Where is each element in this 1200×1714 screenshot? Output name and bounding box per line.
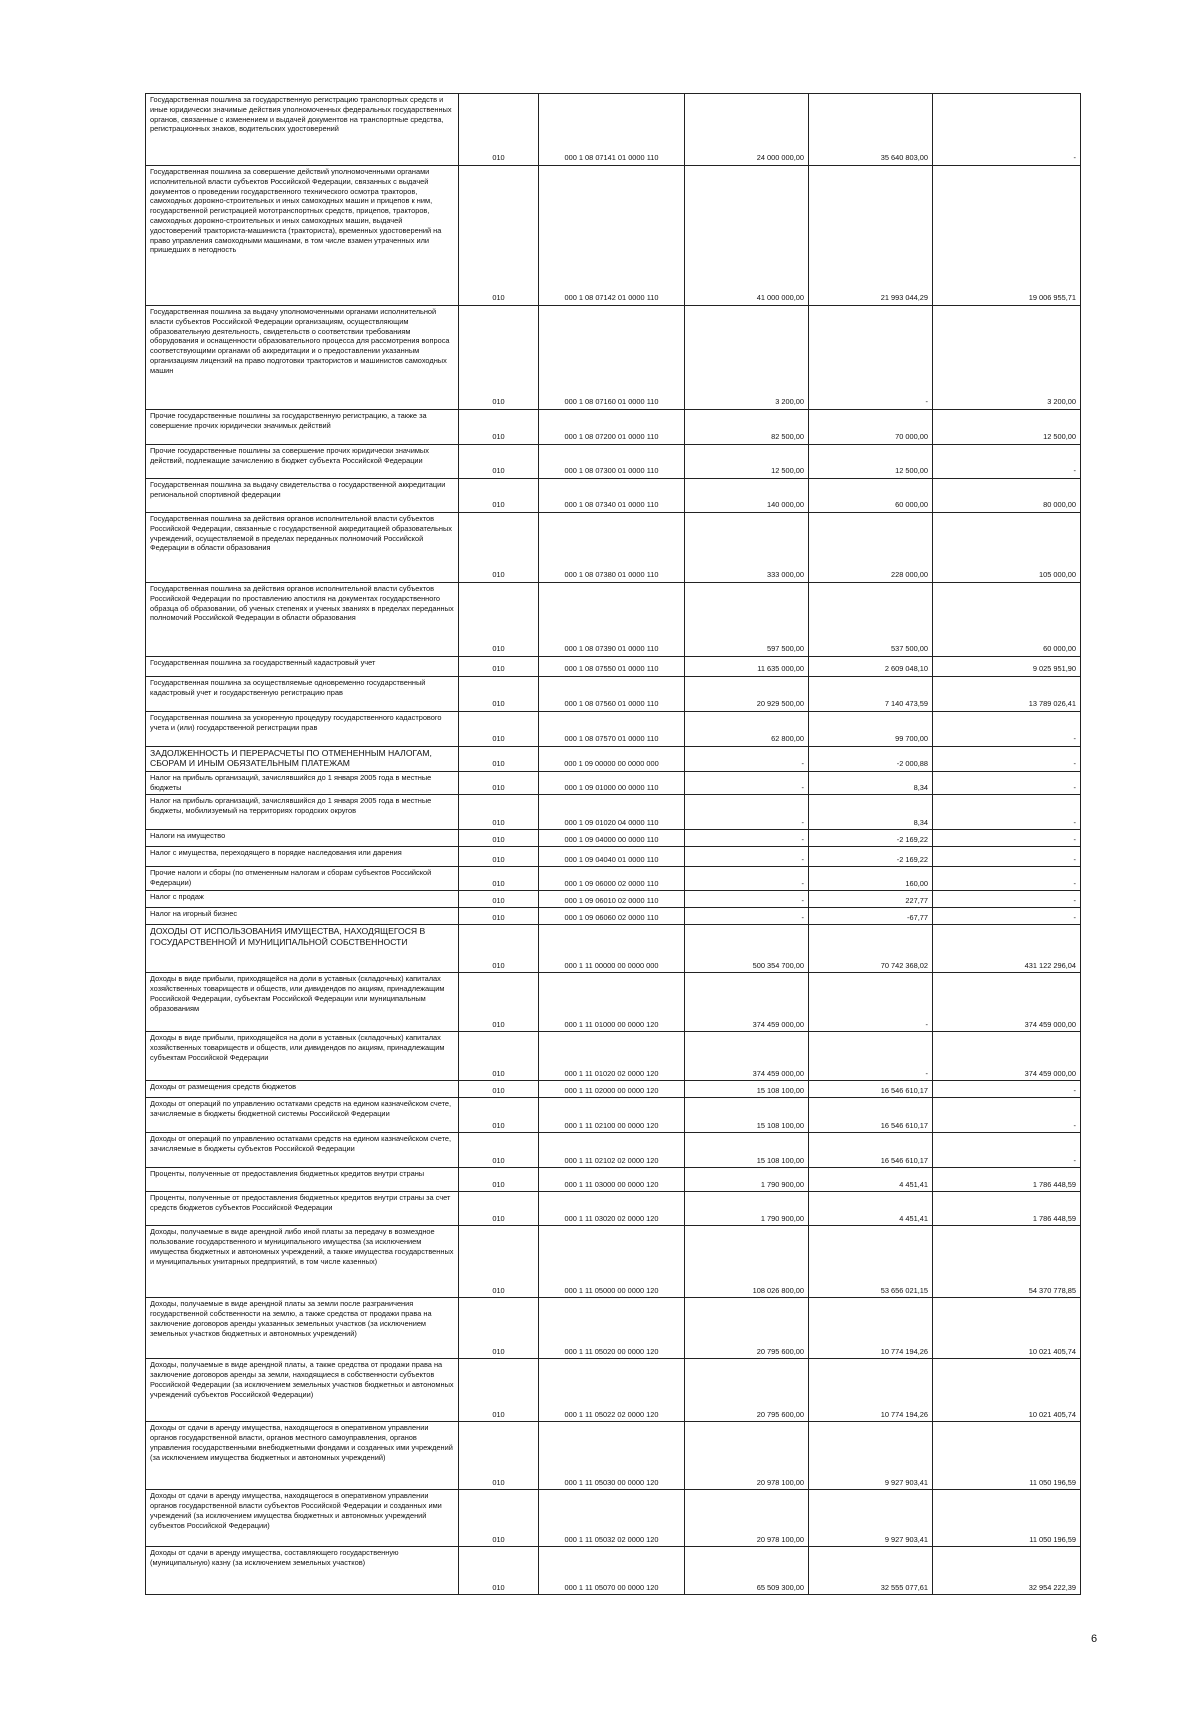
- row-executed-amount: 228 000,00: [809, 513, 933, 583]
- row-unexecuted-amount: 12 500,00: [933, 410, 1081, 445]
- row-planned-amount: -: [685, 795, 809, 830]
- row-unexecuted-amount: 3 200,00: [933, 306, 1081, 410]
- row-planned-amount: 15 108 100,00: [685, 1098, 809, 1133]
- table-row: [146, 830, 1081, 847]
- row-unexecuted-amount: -: [933, 795, 1081, 830]
- row-executed-amount: 16 546 610,17: [809, 1098, 933, 1133]
- row-name: Государственная пошлина за действия органов исполнительной власти субъектов Российской Федерации, связанные с государственной аккредитацией образовательных учреждений, осуществляемой в пределах переданных полномочий Российской Федерации в области образования: [146, 513, 459, 583]
- row-budget-code: 000 1 09 04040 01 0000 110: [539, 847, 685, 867]
- row-planned-amount: -: [685, 847, 809, 867]
- row-line-code: 010: [459, 1422, 539, 1490]
- table-row: [146, 747, 1081, 772]
- table-row: [146, 166, 1081, 306]
- row-executed-amount: 7 140 473,59: [809, 677, 933, 712]
- row-name: Прочие налоги и сборы (по отмененным налогам и сборам субъектов Российской Федерации): [146, 867, 459, 891]
- row-budget-code: 000 1 08 07141 01 0000 110: [539, 94, 685, 166]
- table-row: [146, 1359, 1081, 1422]
- row-budget-code: 000 1 11 01020 02 0000 120: [539, 1032, 685, 1081]
- row-line-code: 010: [459, 583, 539, 657]
- page-number: 6: [1091, 1633, 1098, 1645]
- row-planned-amount: -: [685, 891, 809, 908]
- row-line-code: 010: [459, 1032, 539, 1081]
- row-budget-code: 000 1 08 07560 01 0000 110: [539, 677, 685, 712]
- table-row: [146, 410, 1081, 445]
- row-planned-amount: 374 459 000,00: [685, 973, 809, 1032]
- row-executed-amount: 2 609 048,10: [809, 657, 933, 677]
- row-planned-amount: 20 929 500,00: [685, 677, 809, 712]
- row-planned-amount: 12 500,00: [685, 445, 809, 479]
- row-executed-amount: 9 927 903,41: [809, 1422, 933, 1490]
- row-name: Доходы в виде прибыли, приходящейся на доли в уставных (складочных) капиталах хозяйственных товариществ и обществ, или дивидендов по акциям, принадлежащим субъектам Российской Федерации: [146, 1032, 459, 1081]
- row-unexecuted-amount: 19 006 955,71: [933, 166, 1081, 306]
- row-line-code: 010: [459, 847, 539, 867]
- row-executed-amount: 21 993 044,29: [809, 166, 933, 306]
- row-executed-amount: -: [809, 306, 933, 410]
- table-row: [146, 94, 1081, 166]
- row-budget-code: 000 1 11 05022 02 0000 120: [539, 1359, 685, 1422]
- table-row: [146, 1192, 1081, 1226]
- row-planned-amount: 20 795 600,00: [685, 1298, 809, 1359]
- row-budget-code: 000 1 09 01020 04 0000 110: [539, 795, 685, 830]
- row-unexecuted-amount: -: [933, 747, 1081, 772]
- table-row: [146, 973, 1081, 1032]
- row-name: Налог с имущества, переходящего в порядке наследования или дарения: [146, 847, 459, 867]
- row-line-code: 010: [459, 973, 539, 1032]
- row-planned-amount: -: [685, 771, 809, 795]
- table-row: [146, 513, 1081, 583]
- row-name: ЗАДОЛЖЕННОСТЬ И ПЕРЕРАСЧЕТЫ ПО ОТМЕНЕННЫМ НАЛОГАМ, СБОРАМ И ИНЫМ ОБЯЗАТЕЛЬНЫМ ПЛАТЕЖАМ: [146, 747, 459, 772]
- row-executed-amount: 160,00: [809, 867, 933, 891]
- row-name: Налог с продаж: [146, 891, 459, 908]
- row-unexecuted-amount: 60 000,00: [933, 583, 1081, 657]
- row-unexecuted-amount: -: [933, 867, 1081, 891]
- row-planned-amount: 24 000 000,00: [685, 94, 809, 166]
- row-executed-amount: 10 774 194,26: [809, 1298, 933, 1359]
- row-executed-amount: 70 742 368,02: [809, 925, 933, 973]
- row-name: ДОХОДЫ ОТ ИСПОЛЬЗОВАНИЯ ИМУЩЕСТВА, НАХОДЯЩЕГОСЯ В ГОСУДАРСТВЕННОЙ И МУНИЦИПАЛЬНОЙ СОБСТВЕННОСТИ: [146, 925, 459, 973]
- table-row: [146, 1081, 1081, 1098]
- row-executed-amount: 16 546 610,17: [809, 1133, 933, 1168]
- row-planned-amount: -: [685, 867, 809, 891]
- row-name: Доходы от сдачи в аренду имущества, составляющего государственную (муниципальную) казну (за исключением земельных участков): [146, 1547, 459, 1595]
- table-row: [146, 795, 1081, 830]
- table-row: [146, 677, 1081, 712]
- row-line-code: 010: [459, 410, 539, 445]
- row-unexecuted-amount: -: [933, 771, 1081, 795]
- row-name: Прочие государственные пошлины за совершение прочих юридически значимых действий, подлежащие зачислению в бюджет субъекта Российской Федерации: [146, 445, 459, 479]
- row-executed-amount: -67,77: [809, 908, 933, 925]
- row-name: Доходы от сдачи в аренду имущества, находящегося в оперативном управлении органов государственной власти субъектов Российской Федерации и созданных ими учреждений (за исключением имущества бюджетных и автономных учреждений субъектов Российской Федерации): [146, 1490, 459, 1547]
- row-unexecuted-amount: 1 786 448,59: [933, 1168, 1081, 1192]
- row-executed-amount: -2 169,22: [809, 847, 933, 867]
- row-budget-code: 000 1 08 07142 01 0000 110: [539, 166, 685, 306]
- table-row: [146, 1490, 1081, 1547]
- row-executed-amount: -2 169,22: [809, 830, 933, 847]
- row-planned-amount: 15 108 100,00: [685, 1133, 809, 1168]
- row-budget-code: 000 1 08 07200 01 0000 110: [539, 410, 685, 445]
- row-line-code: 010: [459, 166, 539, 306]
- row-line-code: 010: [459, 1133, 539, 1168]
- row-planned-amount: 1 790 900,00: [685, 1168, 809, 1192]
- row-name: Государственная пошлина за выдачу уполномоченными органами исполнительной власти субъектов Российской Федерации организациям, осуществляющим образовательную деятельность, свидетельств о соответствии требованиям оборудования и оснащенности образовательного процесса для рассмотрения вопроса соответствующими органами об аккредитации и о предоставлении указанным организациям лицензий на право подготовки трактористов и машинистов самоходных машин: [146, 306, 459, 410]
- row-unexecuted-amount: 54 370 778,85: [933, 1226, 1081, 1298]
- row-executed-amount: 537 500,00: [809, 583, 933, 657]
- table-row: [146, 1422, 1081, 1490]
- row-name: Налог на игорный бизнес: [146, 908, 459, 925]
- table-row: [146, 306, 1081, 410]
- row-unexecuted-amount: 1 786 448,59: [933, 1192, 1081, 1226]
- table-row: [146, 1133, 1081, 1168]
- row-name: Доходы, получаемые в виде арендной платы за земли после разграничения государственной собственности на землю, а также средства от продажи права на заключение договоров аренды указанных земельных участков (за исключением земельных участков бюджетных и автономных учреждений): [146, 1298, 459, 1359]
- row-budget-code: 000 1 08 07340 01 0000 110: [539, 479, 685, 513]
- row-budget-code: 000 1 11 03000 00 0000 120: [539, 1168, 685, 1192]
- row-name: Доходы от размещения средств бюджетов: [146, 1081, 459, 1098]
- row-name: Налоги на имущество: [146, 830, 459, 847]
- row-unexecuted-amount: -: [933, 908, 1081, 925]
- row-planned-amount: 82 500,00: [685, 410, 809, 445]
- row-executed-amount: 4 451,41: [809, 1168, 933, 1192]
- row-budget-code: 000 1 08 07160 01 0000 110: [539, 306, 685, 410]
- row-executed-amount: -2 000,88: [809, 747, 933, 772]
- row-executed-amount: 4 451,41: [809, 1192, 933, 1226]
- row-planned-amount: -: [685, 747, 809, 772]
- row-executed-amount: 10 774 194,26: [809, 1359, 933, 1422]
- row-unexecuted-amount: 13 789 026,41: [933, 677, 1081, 712]
- row-line-code: 010: [459, 445, 539, 479]
- row-unexecuted-amount: 374 459 000,00: [933, 1032, 1081, 1081]
- row-budget-code: 000 1 08 07380 01 0000 110: [539, 513, 685, 583]
- row-unexecuted-amount: 431 122 296,04: [933, 925, 1081, 973]
- revenue-table: [145, 93, 1081, 1595]
- row-planned-amount: 140 000,00: [685, 479, 809, 513]
- row-line-code: 010: [459, 657, 539, 677]
- table-row: [146, 908, 1081, 925]
- row-budget-code: 000 1 11 02102 02 0000 120: [539, 1133, 685, 1168]
- row-line-code: 010: [459, 94, 539, 166]
- table-row: [146, 1298, 1081, 1359]
- row-name: Доходы в виде прибыли, приходящейся на доли в уставных (складочных) капиталах хозяйственных товариществ и обществ, или дивидендов по акциям, принадлежащим Российской Федерации, субъектам Российской Федерации или муниципальным образованиям: [146, 973, 459, 1032]
- row-name: Государственная пошлина за выдачу свидетельства о государственной аккредитации региональной спортивной федерации: [146, 479, 459, 513]
- row-budget-code: 000 1 09 06060 02 0000 110: [539, 908, 685, 925]
- row-name: Доходы от сдачи в аренду имущества, находящегося в оперативном управлении органов государственной власти, органов местного самоуправления, органов управления государственными внебюджетными фондами и созданных ими учреждений (за исключением имущества бюджетных и автономных учреждений): [146, 1422, 459, 1490]
- row-budget-code: 000 1 11 05020 00 0000 120: [539, 1298, 685, 1359]
- row-line-code: 010: [459, 1359, 539, 1422]
- table-row: [146, 925, 1081, 973]
- row-line-code: 010: [459, 908, 539, 925]
- row-name: Доходы, получаемые в виде арендной либо иной платы за передачу в возмездное пользование государственного и муниципального имущества (за исключением имущества бюджетных и автономных учреждений, а также имущества государственных и муниципальных унитарных предприятий, в том числе казенных): [146, 1226, 459, 1298]
- row-name: Налог на прибыль организаций, зачислявшийся до 1 января 2005 года в местные бюджеты: [146, 771, 459, 795]
- row-unexecuted-amount: 105 000,00: [933, 513, 1081, 583]
- row-name: Проценты, полученные от предоставления бюджетных кредитов внутри страны за счет средств бюджетов субъектов Российской Федерации: [146, 1192, 459, 1226]
- row-planned-amount: 41 000 000,00: [685, 166, 809, 306]
- row-planned-amount: 62 800,00: [685, 712, 809, 747]
- row-line-code: 010: [459, 712, 539, 747]
- row-line-code: 010: [459, 1298, 539, 1359]
- row-planned-amount: 374 459 000,00: [685, 1032, 809, 1081]
- row-budget-code: 000 1 08 07300 01 0000 110: [539, 445, 685, 479]
- table-row: [146, 847, 1081, 867]
- row-executed-amount: 227,77: [809, 891, 933, 908]
- table-row: [146, 1226, 1081, 1298]
- row-unexecuted-amount: 32 954 222,39: [933, 1547, 1081, 1595]
- row-name: Государственная пошлина за ускоренную процедуру государственного кадастрового учета и (или) государственной регистрации прав: [146, 712, 459, 747]
- row-unexecuted-amount: 11 050 196,59: [933, 1490, 1081, 1547]
- row-unexecuted-amount: -: [933, 94, 1081, 166]
- row-name: Государственная пошлина за действия органов исполнительной власти субъектов Российской Федерации по проставлению апостиля на документах государственного образца об образовании, об ученых степенях и ученых званиях в пределах переданных полномочий Российской Федерации в области образования: [146, 583, 459, 657]
- table-body: [146, 94, 1081, 1595]
- row-name: Государственная пошлина за осуществляемые одновременно государственный кадастровый учет и государственную регистрацию прав: [146, 677, 459, 712]
- row-planned-amount: 597 500,00: [685, 583, 809, 657]
- row-budget-code: 000 1 11 05070 00 0000 120: [539, 1547, 685, 1595]
- row-planned-amount: 20 978 100,00: [685, 1422, 809, 1490]
- row-planned-amount: 333 000,00: [685, 513, 809, 583]
- row-planned-amount: 65 509 300,00: [685, 1547, 809, 1595]
- table-row: [146, 891, 1081, 908]
- row-unexecuted-amount: 10 021 405,74: [933, 1298, 1081, 1359]
- table-row: [146, 1098, 1081, 1133]
- row-executed-amount: 35 640 803,00: [809, 94, 933, 166]
- row-name: Государственная пошлина за государственную регистрацию транспортных средств и иные юридически значимые действия уполномоченных федеральных государственных органов, связанные с изменением и выдачей документов на транспортные средства, регистрационных знаков, водительских удостоверений: [146, 94, 459, 166]
- row-name: Доходы от операций по управлению остатками средств на едином казначейском счете, зачисляемые в бюджеты субъектов Российской Федерации: [146, 1133, 459, 1168]
- row-budget-code: 000 1 09 00000 00 0000 000: [539, 747, 685, 772]
- table-row: [146, 583, 1081, 657]
- table-row: [146, 712, 1081, 747]
- row-budget-code: 000 1 11 01000 00 0000 120: [539, 973, 685, 1032]
- row-planned-amount: 15 108 100,00: [685, 1081, 809, 1098]
- row-line-code: 010: [459, 677, 539, 712]
- row-executed-amount: 12 500,00: [809, 445, 933, 479]
- row-executed-amount: -: [809, 1032, 933, 1081]
- row-name: Прочие государственные пошлины за государственную регистрацию, а также за совершение прочих юридически значимых действий: [146, 410, 459, 445]
- row-planned-amount: 108 026 800,00: [685, 1226, 809, 1298]
- row-line-code: 010: [459, 795, 539, 830]
- row-unexecuted-amount: 11 050 196,59: [933, 1422, 1081, 1490]
- row-line-code: 010: [459, 891, 539, 908]
- row-executed-amount: 32 555 077,61: [809, 1547, 933, 1595]
- row-budget-code: 000 1 08 07390 01 0000 110: [539, 583, 685, 657]
- row-executed-amount: 70 000,00: [809, 410, 933, 445]
- row-name: Доходы, получаемые в виде арендной платы, а также средства от продажи права на заключение договоров аренды за земли, находящиеся в собственности субъектов Российской Федерации (за исключением земельных участков бюджетных и автономных учреждений субъектов Российской Федерации): [146, 1359, 459, 1422]
- row-unexecuted-amount: -: [933, 712, 1081, 747]
- row-line-code: 010: [459, 1098, 539, 1133]
- row-line-code: 010: [459, 1547, 539, 1595]
- row-budget-code: 000 1 11 03020 02 0000 120: [539, 1192, 685, 1226]
- row-unexecuted-amount: -: [933, 1098, 1081, 1133]
- row-unexecuted-amount: -: [933, 891, 1081, 908]
- row-unexecuted-amount: -: [933, 1133, 1081, 1168]
- row-executed-amount: 99 700,00: [809, 712, 933, 747]
- row-unexecuted-amount: 374 459 000,00: [933, 973, 1081, 1032]
- row-name: Налог на прибыль организаций, зачислявшийся до 1 января 2005 года в местные бюджеты, мобилизуемый на территориях городских округов: [146, 795, 459, 830]
- row-budget-code: 000 1 11 05032 02 0000 120: [539, 1490, 685, 1547]
- row-name: Государственная пошлина за государственный кадастровый учет: [146, 657, 459, 677]
- row-unexecuted-amount: 9 025 951,90: [933, 657, 1081, 677]
- row-budget-code: 000 1 08 07550 01 0000 110: [539, 657, 685, 677]
- row-executed-amount: -: [809, 973, 933, 1032]
- row-budget-code: 000 1 11 05030 00 0000 120: [539, 1422, 685, 1490]
- row-planned-amount: 3 200,00: [685, 306, 809, 410]
- row-budget-code: 000 1 09 01000 00 0000 110: [539, 771, 685, 795]
- row-budget-code: 000 1 11 02100 00 0000 120: [539, 1098, 685, 1133]
- row-name: Государственная пошлина за совершение действий уполномоченными органами исполнительной власти субъектов Российской Федерации, связанных с выдачей документов о проведении государственного технического осмотра тракторов, самоходных дорожно-строительных и иных самоходных машин и прицепов к ним, государственной регистрацией мототранспортных средств, прицепов, тракторов, самоходных дорожно-строительных и иных самоходных машин, выдачей удостоверений тракториста-машиниста (тракториста), временных удостоверений на право управления самоходными машинами, в том числе взамен утраченных или пришедших в негодность: [146, 166, 459, 306]
- row-executed-amount: 16 546 610,17: [809, 1081, 933, 1098]
- row-unexecuted-amount: -: [933, 1081, 1081, 1098]
- row-unexecuted-amount: 80 000,00: [933, 479, 1081, 513]
- row-line-code: 010: [459, 1490, 539, 1547]
- row-unexecuted-amount: -: [933, 445, 1081, 479]
- row-budget-code: 000 1 09 06010 02 0000 110: [539, 891, 685, 908]
- row-budget-code: 000 1 11 00000 00 0000 000: [539, 925, 685, 973]
- table-row: [146, 771, 1081, 795]
- row-budget-code: 000 1 08 07570 01 0000 110: [539, 712, 685, 747]
- row-budget-code: 000 1 11 02000 00 0000 120: [539, 1081, 685, 1098]
- row-budget-code: 000 1 09 06000 02 0000 110: [539, 867, 685, 891]
- row-line-code: 010: [459, 747, 539, 772]
- row-planned-amount: 11 635 000,00: [685, 657, 809, 677]
- table-row: [146, 1168, 1081, 1192]
- row-planned-amount: 20 978 100,00: [685, 1490, 809, 1547]
- row-line-code: 010: [459, 771, 539, 795]
- row-budget-code: 000 1 09 04000 00 0000 110: [539, 830, 685, 847]
- row-line-code: 010: [459, 1081, 539, 1098]
- table-row: [146, 445, 1081, 479]
- row-unexecuted-amount: -: [933, 830, 1081, 847]
- row-executed-amount: 8,34: [809, 795, 933, 830]
- row-planned-amount: 20 795 600,00: [685, 1359, 809, 1422]
- row-line-code: 010: [459, 513, 539, 583]
- table-row: [146, 657, 1081, 677]
- table-row: [146, 1547, 1081, 1595]
- row-unexecuted-amount: -: [933, 847, 1081, 867]
- row-planned-amount: -: [685, 830, 809, 847]
- row-name: Проценты, полученные от предоставления бюджетных кредитов внутри страны: [146, 1168, 459, 1192]
- row-executed-amount: 60 000,00: [809, 479, 933, 513]
- row-line-code: 010: [459, 306, 539, 410]
- row-planned-amount: 1 790 900,00: [685, 1192, 809, 1226]
- row-budget-code: 000 1 11 05000 00 0000 120: [539, 1226, 685, 1298]
- row-unexecuted-amount: 10 021 405,74: [933, 1359, 1081, 1422]
- row-executed-amount: 9 927 903,41: [809, 1490, 933, 1547]
- row-planned-amount: -: [685, 908, 809, 925]
- table-row: [146, 867, 1081, 891]
- row-name: Доходы от операций по управлению остатками средств на едином казначейском счете, зачисляемые в бюджеты бюджетной системы Российской Федерации: [146, 1098, 459, 1133]
- row-line-code: 010: [459, 1168, 539, 1192]
- row-line-code: 010: [459, 1226, 539, 1298]
- row-executed-amount: 53 656 021,15: [809, 1226, 933, 1298]
- row-line-code: 010: [459, 867, 539, 891]
- row-executed-amount: 8,34: [809, 771, 933, 795]
- table-row: [146, 1032, 1081, 1081]
- row-line-code: 010: [459, 479, 539, 513]
- row-line-code: 010: [459, 830, 539, 847]
- row-planned-amount: 500 354 700,00: [685, 925, 809, 973]
- row-line-code: 010: [459, 925, 539, 973]
- row-line-code: 010: [459, 1192, 539, 1226]
- table-row: [146, 479, 1081, 513]
